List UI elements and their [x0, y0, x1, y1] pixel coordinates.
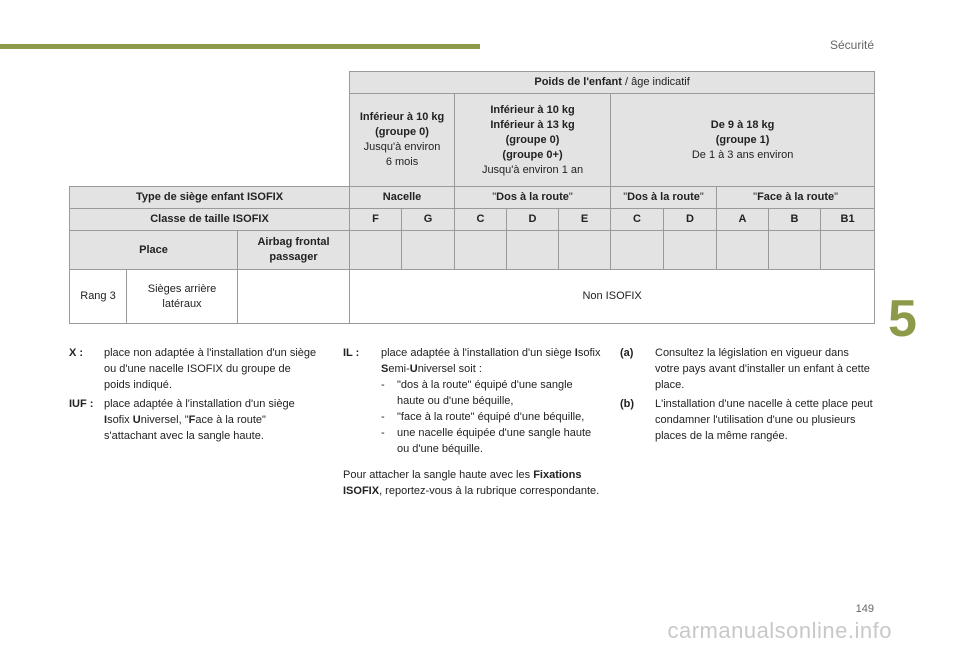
notes-right [620, 345, 874, 447]
type-label: Type de siège enfant ISOFIX [70, 187, 350, 209]
note-a: (a) Consultez la législation en vigueur dans votre pays avant d'installer un enfant à cette place. [620, 347, 870, 391]
classe-cell: C [611, 209, 664, 231]
airbag-label: Airbag frontal passager [238, 231, 350, 270]
rang-label: Rang 3 [70, 270, 127, 324]
section-title: Sécurité [829, 38, 874, 52]
note-x: X : place non adaptée à l'installation d'un siège ou d'une nacelle ISOFIX du groupe de poids indiqué. [69, 347, 317, 391]
note-iuf: IUF : place adaptée à l'installation d'un siège Isofix Universel, "Face à la route" s'attachant avec la sangle haute. [69, 398, 295, 442]
type-dos-route-1: "Dos à la route" [455, 187, 611, 209]
empty-cell [350, 231, 402, 270]
empty-cell [455, 231, 507, 270]
chapter-tab-number: 5 [888, 290, 917, 348]
group-0-header: Inférieur à 10 kg (groupe 0) Jusqu'à environ 6 mois [350, 94, 455, 187]
watermark: carmanualsonline.info [667, 618, 892, 643]
type-nacelle: Nacelle [350, 187, 455, 209]
empty-cell [821, 231, 875, 270]
classe-cell: F [350, 209, 402, 231]
isofix-table [69, 71, 875, 324]
classe-label: Classe de taille ISOFIX [70, 209, 350, 231]
classe-cell: G [402, 209, 455, 231]
dash-item: - "dos à la route" équipé d'une sangle haute ou d'une béquille, [381, 379, 573, 407]
notes-left [69, 345, 319, 447]
empty-cell [611, 231, 664, 270]
type-dos-route-2: "Dos à la route" [611, 187, 717, 209]
poids-header: Poids de l'enfant / âge indicatif [350, 72, 875, 94]
classe-cell: D [507, 209, 559, 231]
empty-cell [507, 231, 559, 270]
classe-cell: D [664, 209, 717, 231]
header-accent-bar [0, 44, 480, 49]
empty-cell [402, 231, 455, 270]
empty-cell [717, 231, 769, 270]
sieges-label: Sièges arrière latéraux [127, 270, 238, 324]
blank-cell [70, 72, 350, 94]
group-1-header: De 9 à 18 kg (groupe 1) De 1 à 3 ans environ [611, 94, 875, 187]
notes-middle [343, 345, 601, 499]
dash-item: - "face à la route" équipé d'une béquille, [381, 411, 585, 423]
fixations-paragraph: Pour attacher la sangle haute avec les Fixations ISOFIX, reportez-vous à la rubrique correspondante. [343, 469, 600, 497]
classe-cell: B [769, 209, 821, 231]
blank-cell [70, 94, 350, 187]
note-b: (b) L'installation d'une nacelle à cette place peut condamner l'utilisation d'une ou plusieurs places de la même rangée. [620, 398, 873, 442]
page-number: 149 [855, 603, 874, 615]
classe-cell: C [455, 209, 507, 231]
place-label: Place [70, 231, 238, 270]
non-isofix-cell: Non ISOFIX [350, 270, 875, 324]
classe-cell: A [717, 209, 769, 231]
group-0plus-header: Inférieur à 10 kg Inférieur à 13 kg (groupe 0) (groupe 0+) Jusqu'à environ 1 an [455, 94, 611, 187]
airbag-value [238, 270, 350, 324]
empty-cell [559, 231, 611, 270]
empty-cell [769, 231, 821, 270]
classe-cell: E [559, 209, 611, 231]
note-il: IL : place adaptée à l'installation d'un siège Isofix Semi-Universel soit : - "dos à la route" équipé d'une sangle haute ou d'une béquille, - "face à la route" équipé d'une béquille, - une nacelle équipée d'une sangle haute ou d'une béquille. [343, 347, 601, 455]
classe-cell: B1 [821, 209, 875, 231]
type-face-route: "Face à la route" [717, 187, 875, 209]
empty-cell [664, 231, 717, 270]
dash-item: - une nacelle équipée d'une sangle haute ou d'une béquille. [381, 427, 592, 455]
